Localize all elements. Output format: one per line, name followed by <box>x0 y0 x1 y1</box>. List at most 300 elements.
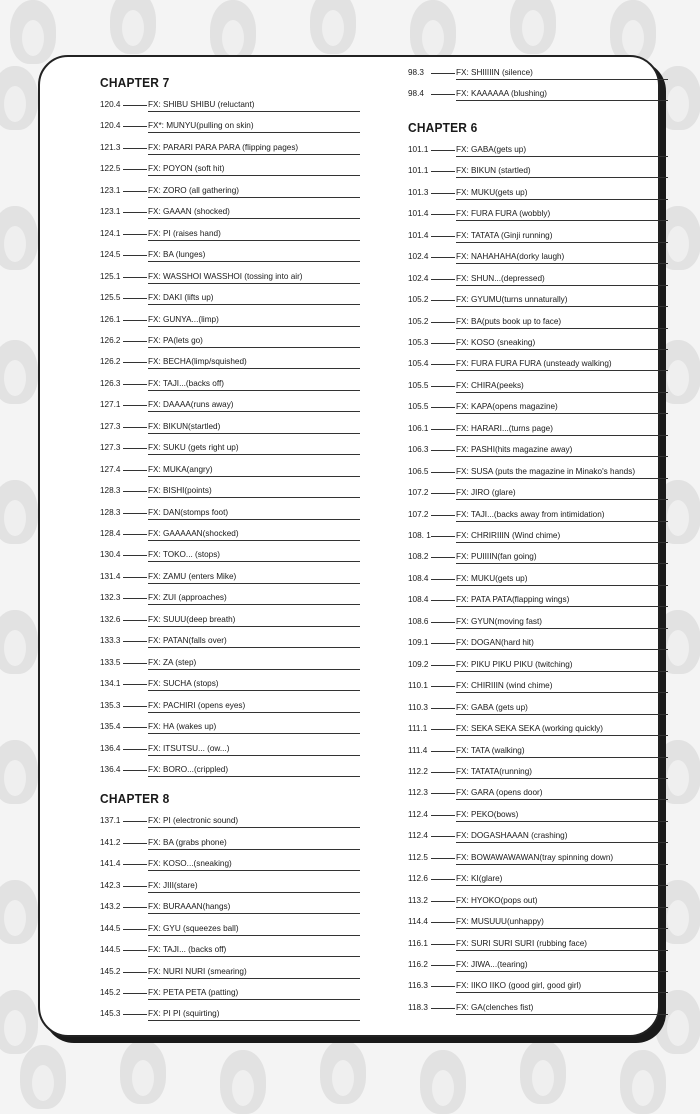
fx-translation: FX: CHIRIIIN (wind chime) <box>456 680 668 693</box>
leader-dash <box>431 686 455 687</box>
page-number: 113.2 <box>408 895 428 905</box>
page-number: 136.4 <box>100 743 121 753</box>
page-number: 108.4 <box>408 573 429 583</box>
fx-translation: FX: BISHI(points) <box>148 485 360 498</box>
fx-translation: FX: BIKUN (startled) <box>456 165 668 178</box>
leader-dash <box>123 169 147 170</box>
leader-dash <box>123 749 147 750</box>
leader-dash <box>431 579 455 580</box>
fx-translation: FX: TAJI...(backs away from intimidation) <box>456 509 668 522</box>
fx-entry-row <box>100 206 370 220</box>
page-number: 105.4 <box>408 359 429 369</box>
leader-dash <box>431 622 455 623</box>
leader-dash <box>123 684 147 685</box>
leader-dash <box>123 886 147 887</box>
page-number: 101.4 <box>408 209 429 219</box>
page-number: 101.1 <box>408 144 429 154</box>
page-number: 107.2 <box>408 509 429 519</box>
fx-entry-row <box>408 980 678 994</box>
leader-dash <box>123 555 147 556</box>
leader-dash <box>431 665 455 666</box>
fx-translation: FX: BA(puts book up to face) <box>456 316 668 329</box>
leader-dash <box>431 515 455 516</box>
page-number: 130.4 <box>100 550 121 560</box>
page-number: 132.3 <box>100 593 121 603</box>
penguin-watermark-icon <box>655 990 700 1054</box>
fx-translation: FX: TAJI...(backs off) <box>148 378 360 391</box>
fx-translation: FX: BECHA(limp/squished) <box>148 356 360 369</box>
fx-entry-row <box>408 723 678 737</box>
fx-translation: FX: PARARI PARA PARA (flipping pages) <box>148 142 360 155</box>
fx-translation: FX: GYUMU(turns unnaturally) <box>456 294 668 307</box>
penguin-watermark-icon <box>520 1040 566 1104</box>
leader-dash <box>431 793 455 794</box>
page-number: 112.2 <box>408 766 428 776</box>
fx-entry-row <box>408 873 678 887</box>
leader-dash <box>431 536 455 537</box>
leader-dash <box>431 751 455 752</box>
fx-translation: FX: GYUN(moving fast) <box>456 616 668 629</box>
page-number: 111.4 <box>408 745 428 755</box>
leader-dash <box>431 343 455 344</box>
leader-dash <box>123 491 147 492</box>
fx-translation: FX: GA(clenches fist) <box>456 1002 668 1015</box>
fx-entry-row <box>100 549 370 563</box>
fx-translation: FX: GARA (opens door) <box>456 787 668 800</box>
fx-translation: FX: PACHIRI (opens eyes) <box>148 700 360 713</box>
leader-dash <box>431 300 455 301</box>
fx-entry-row <box>100 657 370 671</box>
fx-entry-row <box>408 509 678 523</box>
page-number: 124.1 <box>100 228 121 238</box>
fx-entry-row <box>100 335 370 349</box>
fx-entry-row <box>100 764 370 778</box>
page-number: 128.4 <box>100 529 121 538</box>
page-number: 112.6 <box>408 874 428 884</box>
leader-dash <box>431 150 455 151</box>
leader-dash <box>431 73 455 74</box>
fx-translation: FX: SHUN...(depressed) <box>456 273 668 286</box>
chapter-heading: CHAPTER 8 <box>100 791 170 807</box>
page-number: 144.5 <box>100 923 121 933</box>
page-number: 141.4 <box>100 859 121 869</box>
fx-translation: FX: GUNYA...(limp) <box>148 314 360 327</box>
fx-entry-row <box>408 251 678 265</box>
leader-dash <box>123 448 147 449</box>
fx-entry-row <box>408 573 678 587</box>
fx-translation: FX: KAAAAAA (blushing) <box>456 88 668 101</box>
fx-translation: FX: TOKO... (stops) <box>148 549 360 562</box>
leader-dash <box>123 929 147 930</box>
page-number: 126.2 <box>100 335 121 345</box>
fx-entry-row <box>100 700 370 714</box>
leader-dash <box>123 277 147 278</box>
leader-dash <box>123 641 147 642</box>
fx-translation: FX: JIWA...(tearing) <box>456 959 668 972</box>
fx-translation: FX: SEKA SEKA SEKA (working quickly) <box>456 723 668 736</box>
fx-entry-row <box>100 292 370 306</box>
fx-entry-row <box>408 187 678 201</box>
fx-translation: FX: BA (grabs phone) <box>148 837 360 850</box>
fx-entry-row <box>100 99 370 113</box>
fx-entry-row <box>100 185 370 199</box>
leader-dash <box>123 212 147 213</box>
page-number: 114.4 <box>408 917 428 927</box>
page-number: 145.3 <box>100 1009 121 1019</box>
leader-dash <box>431 836 455 837</box>
fx-entry-row <box>100 592 370 606</box>
fx-translation: FX: BORO...(crippled) <box>148 764 360 777</box>
page-number: 127.3 <box>100 443 121 453</box>
page-number: 102.4 <box>408 252 429 262</box>
fx-entry-row <box>100 271 370 285</box>
leader-dash <box>123 362 147 363</box>
chapter-heading: CHAPTER 7 <box>100 75 170 90</box>
fx-entry-row <box>100 464 370 478</box>
penguin-watermark-icon <box>20 1045 66 1109</box>
penguin-watermark-icon <box>220 1050 266 1114</box>
page-number: 137.1 <box>100 816 121 826</box>
leader-dash <box>431 493 455 494</box>
fx-translation: FX: HARARI...(turns page) <box>456 423 668 436</box>
leader-dash <box>123 727 147 728</box>
fx-translation: FX: MUKU(gets up) <box>456 187 668 200</box>
page-number: 133.5 <box>100 657 121 667</box>
page-number: 135.4 <box>100 722 121 732</box>
page-number: 109.2 <box>408 659 429 669</box>
leader-dash <box>431 214 455 215</box>
page-number: 105.2 <box>408 316 429 326</box>
page-number: 111.1 <box>408 724 428 734</box>
penguin-watermark-icon <box>0 480 38 544</box>
fx-translation: FX: BOWAWAWAWAN(tray spinning down) <box>456 852 668 865</box>
fx-entry-row <box>408 594 678 608</box>
fx-entry-row <box>408 916 678 930</box>
page-number: 120.4 <box>100 100 121 109</box>
fx-translation: FX: CHIRA(peeks) <box>456 380 668 393</box>
leader-dash <box>123 384 147 385</box>
fx-entry-row <box>408 208 678 222</box>
page-number: 116.3 <box>408 981 428 991</box>
fx-translation: FX*: MUNYU(pulling on skin) <box>148 120 360 133</box>
page-number: 108. 1 <box>408 531 431 540</box>
leader-dash <box>123 1014 147 1015</box>
penguin-watermark-icon <box>0 610 38 674</box>
fx-entry-row <box>408 852 678 866</box>
fx-translation: FX: POYON (soft hit) <box>148 163 360 176</box>
fx-translation: FX: KI(glare) <box>456 873 668 886</box>
page-number: 110.3 <box>408 702 428 712</box>
fx-entry-row <box>100 228 370 242</box>
fx-translation: FX: TATATA (Ginji running) <box>456 230 668 243</box>
fx-entry-row <box>408 487 678 501</box>
leader-dash <box>123 598 147 599</box>
page-number: 105.2 <box>408 295 429 305</box>
fx-translation: FX: PUIIIIN(fan going) <box>456 551 668 564</box>
page-number: 126.3 <box>100 378 121 388</box>
penguin-watermark-icon <box>320 1040 366 1104</box>
fx-translation: FX: PI (raises hand) <box>148 228 360 241</box>
fx-entry-row <box>100 837 370 851</box>
fx-translation: FX: DAKI (lifts up) <box>148 292 360 305</box>
leader-dash <box>431 386 455 387</box>
fx-translation: FX: SHIIIIIN (silence) <box>456 67 668 80</box>
fx-entry-row <box>408 294 678 308</box>
leader-dash <box>431 901 455 902</box>
fx-translation: FX: NURI NURI (smearing) <box>148 966 360 979</box>
leader-dash <box>431 643 455 644</box>
fx-entry-row <box>100 163 370 177</box>
fx-translation: FX: SUKU (gets right up) <box>148 442 360 455</box>
leader-dash <box>431 407 455 408</box>
fx-entry-row <box>100 721 370 735</box>
fx-entry-row <box>100 249 370 263</box>
fx-translation: FX: DOGAN(hard hit) <box>456 637 668 650</box>
fx-translation: FX: DAN(stomps foot) <box>148 507 360 520</box>
fx-translation: FX: MUKA(angry) <box>148 464 360 477</box>
page-number: 127.3 <box>100 421 121 431</box>
leader-dash <box>123 126 147 127</box>
fx-entry-row <box>408 273 678 287</box>
fx-entry-row <box>408 358 678 372</box>
fx-translation: FX: CHRIRIIIN (Wind chime) <box>456 530 668 543</box>
leader-dash <box>123 864 147 865</box>
page-number: 135.3 <box>100 700 121 710</box>
page-number: 98.3 <box>408 68 424 77</box>
fx-entry-row <box>408 1002 678 1016</box>
fx-entry-row <box>408 230 678 244</box>
fx-entry-row <box>100 635 370 649</box>
fx-entry-row <box>100 743 370 757</box>
page-number: 112.4 <box>408 831 428 841</box>
leader-dash <box>431 944 455 945</box>
leader-dash <box>431 600 455 601</box>
fx-entry-row <box>100 614 370 628</box>
page-number: 121.3 <box>100 142 121 152</box>
fx-translation: FX: SUCHA (stops) <box>148 678 360 691</box>
page-number: 108.4 <box>408 595 429 605</box>
page-number: 107.2 <box>408 488 429 498</box>
leader-dash <box>431 986 455 987</box>
leader-dash <box>123 470 147 471</box>
fx-entry-row <box>408 551 678 565</box>
chapter-heading: CHAPTER 6 <box>408 119 478 135</box>
leader-dash <box>123 663 147 664</box>
page-number: 133.3 <box>100 636 121 646</box>
penguin-watermark-icon <box>510 0 556 54</box>
fx-entry-row <box>408 530 678 544</box>
fx-entry-row <box>100 507 370 521</box>
page-number: 127.4 <box>100 464 121 474</box>
fx-translation: FX: ITSUTSU... (ow...) <box>148 743 360 756</box>
leader-dash <box>431 193 455 194</box>
penguin-watermark-icon <box>120 1040 166 1104</box>
fx-translation: FX: SURI SURI SURI (rubbing face) <box>456 938 668 951</box>
fx-entry-row <box>100 944 370 958</box>
leader-dash <box>123 234 147 235</box>
page-number: 126.1 <box>100 314 121 324</box>
fx-entry-row <box>408 316 678 330</box>
page-number: 125.1 <box>100 271 121 281</box>
page-number: 112.5 <box>408 852 428 862</box>
penguin-watermark-icon <box>0 880 38 944</box>
fx-translation: FX: KOSO...(sneaking) <box>148 858 360 871</box>
leader-dash <box>123 770 147 771</box>
fx-entry-row <box>408 637 678 651</box>
leader-dash <box>123 534 147 535</box>
leader-dash <box>431 922 455 923</box>
leader-dash <box>123 298 147 299</box>
fx-entry-row <box>408 401 678 415</box>
fx-translation: FX: PIKU PIKU PIKU (twitching) <box>456 659 668 672</box>
penguin-watermark-icon <box>0 990 38 1054</box>
fx-entry-row <box>100 142 370 156</box>
leader-dash <box>431 429 455 430</box>
fx-translation: FX: DOGASHAAAN (crashing) <box>456 830 668 843</box>
leader-dash <box>123 620 147 621</box>
leader-dash <box>431 322 455 323</box>
fx-entry-row <box>408 144 678 158</box>
fx-translation: FX: IIKO IIKO (good girl, good girl) <box>456 980 668 993</box>
page-number: 134.1 <box>100 679 121 689</box>
fx-entry-row <box>408 466 678 480</box>
page-number: 106.3 <box>408 445 429 455</box>
fx-translation: FX: TAJI... (backs off) <box>148 944 360 957</box>
leader-dash <box>123 427 147 428</box>
fx-entry-row <box>100 901 370 915</box>
fx-entry-row <box>408 787 678 801</box>
fx-entry-row <box>100 528 370 542</box>
fx-entry-row <box>100 815 370 829</box>
leader-dash <box>123 148 147 149</box>
fx-entry-row <box>100 923 370 937</box>
leader-dash <box>123 993 147 994</box>
page-number: 106.1 <box>408 423 429 433</box>
leader-dash <box>431 557 455 558</box>
leader-dash <box>123 843 147 844</box>
fx-translation: FX: PATAN(falls over) <box>148 635 360 648</box>
page-number: 116.1 <box>408 938 428 948</box>
page-number: 125.5 <box>100 293 121 303</box>
fx-entry-row <box>100 421 370 435</box>
page-number: 118.3 <box>408 1002 428 1012</box>
penguin-watermark-icon <box>310 0 356 54</box>
leader-dash <box>431 257 455 258</box>
penguin-watermark-icon <box>620 1050 666 1114</box>
fx-entry-row <box>408 165 678 179</box>
fx-entry-row <box>408 680 678 694</box>
penguin-watermark-icon <box>10 0 56 64</box>
leader-dash <box>123 907 147 908</box>
fx-entry-row <box>408 766 678 780</box>
fx-translation: FX: FURA FURA (wobbly) <box>456 208 668 221</box>
leader-dash <box>431 708 455 709</box>
fx-entry-row <box>408 67 678 81</box>
leader-dash <box>123 577 147 578</box>
page-number: 105.3 <box>408 337 429 347</box>
leader-dash <box>431 729 455 730</box>
fx-entry-row <box>408 380 678 394</box>
fx-translation: FX: MUSUUU(unhappy) <box>456 916 668 929</box>
page-number: 145.2 <box>100 988 121 997</box>
fx-entry-row <box>100 356 370 370</box>
fx-entry-row <box>100 678 370 692</box>
fx-translation: FX: FURA FURA FURA (unsteady walking) <box>456 358 668 371</box>
penguin-watermark-icon <box>655 880 700 944</box>
fx-translation: FX: JIII(stare) <box>148 880 360 893</box>
fx-entry-row <box>408 745 678 759</box>
page-number: 123.1 <box>100 185 121 195</box>
penguin-watermark-icon <box>0 340 38 404</box>
leader-dash <box>123 513 147 514</box>
page-number: 101.4 <box>408 230 429 240</box>
leader-dash <box>431 879 455 880</box>
penguin-watermark-icon <box>110 0 156 54</box>
fx-entry-row <box>408 616 678 630</box>
fx-translation: FX: PI (electronic sound) <box>148 815 360 828</box>
fx-entry-row <box>100 880 370 894</box>
leader-dash <box>123 706 147 707</box>
fx-entry-row <box>408 337 678 351</box>
leader-dash <box>431 279 455 280</box>
leader-dash <box>431 1008 455 1009</box>
page-number: 142.3 <box>100 880 121 890</box>
page-number: 110.1 <box>408 681 428 691</box>
leader-dash <box>431 364 455 365</box>
fx-translation: FX: HYOKO(pops out) <box>456 895 668 908</box>
fx-entry-row <box>100 442 370 456</box>
page-number: 120.4 <box>100 121 121 131</box>
page-number: 122.5 <box>100 164 121 174</box>
leader-dash <box>431 772 455 773</box>
penguin-watermark-icon <box>0 66 38 130</box>
page-number: 101.3 <box>408 187 429 197</box>
fx-translation: FX: KOSO (sneaking) <box>456 337 668 350</box>
fx-entry-row <box>100 120 370 134</box>
fx-translation: FX: TATA (walking) <box>456 745 668 758</box>
leader-dash <box>431 236 455 237</box>
fx-translation: FX: SUUU(deep breath) <box>148 614 360 627</box>
page-number: 126.2 <box>100 357 121 367</box>
fx-translation: FX: PATA PATA(flapping wings) <box>456 594 668 607</box>
page-number: 123.1 <box>100 207 121 217</box>
page-number: 116.2 <box>408 960 428 969</box>
fx-glossary-panel <box>38 55 660 1037</box>
leader-dash <box>431 858 455 859</box>
fx-entry-row <box>408 88 678 102</box>
leader-dash <box>123 405 147 406</box>
fx-translation: FX: GABA(gets up) <box>456 144 668 157</box>
fx-translation: FX: PETA PETA (patting) <box>148 987 360 1000</box>
leader-dash <box>123 950 147 951</box>
fx-entry-row <box>100 1008 370 1022</box>
leader-dash <box>123 341 147 342</box>
fx-entry-row <box>100 987 370 1001</box>
fx-entry-row <box>408 959 678 973</box>
fx-translation: FX: JIRO (glare) <box>456 487 668 500</box>
fx-translation: FX: GYU (squeezes ball) <box>148 923 360 936</box>
page-number: 128.3 <box>100 486 121 496</box>
page-number: 112.3 <box>408 788 428 798</box>
page-number: 98.4 <box>408 89 424 99</box>
fx-translation: FX: BA (lunges) <box>148 249 360 262</box>
page-number: 102.4 <box>408 273 429 283</box>
page-number: 108.6 <box>408 616 429 626</box>
fx-translation: FX: HA (wakes up) <box>148 721 360 734</box>
page-number: 128.3 <box>100 507 121 517</box>
leader-dash <box>431 171 455 172</box>
fx-entry-row <box>408 830 678 844</box>
